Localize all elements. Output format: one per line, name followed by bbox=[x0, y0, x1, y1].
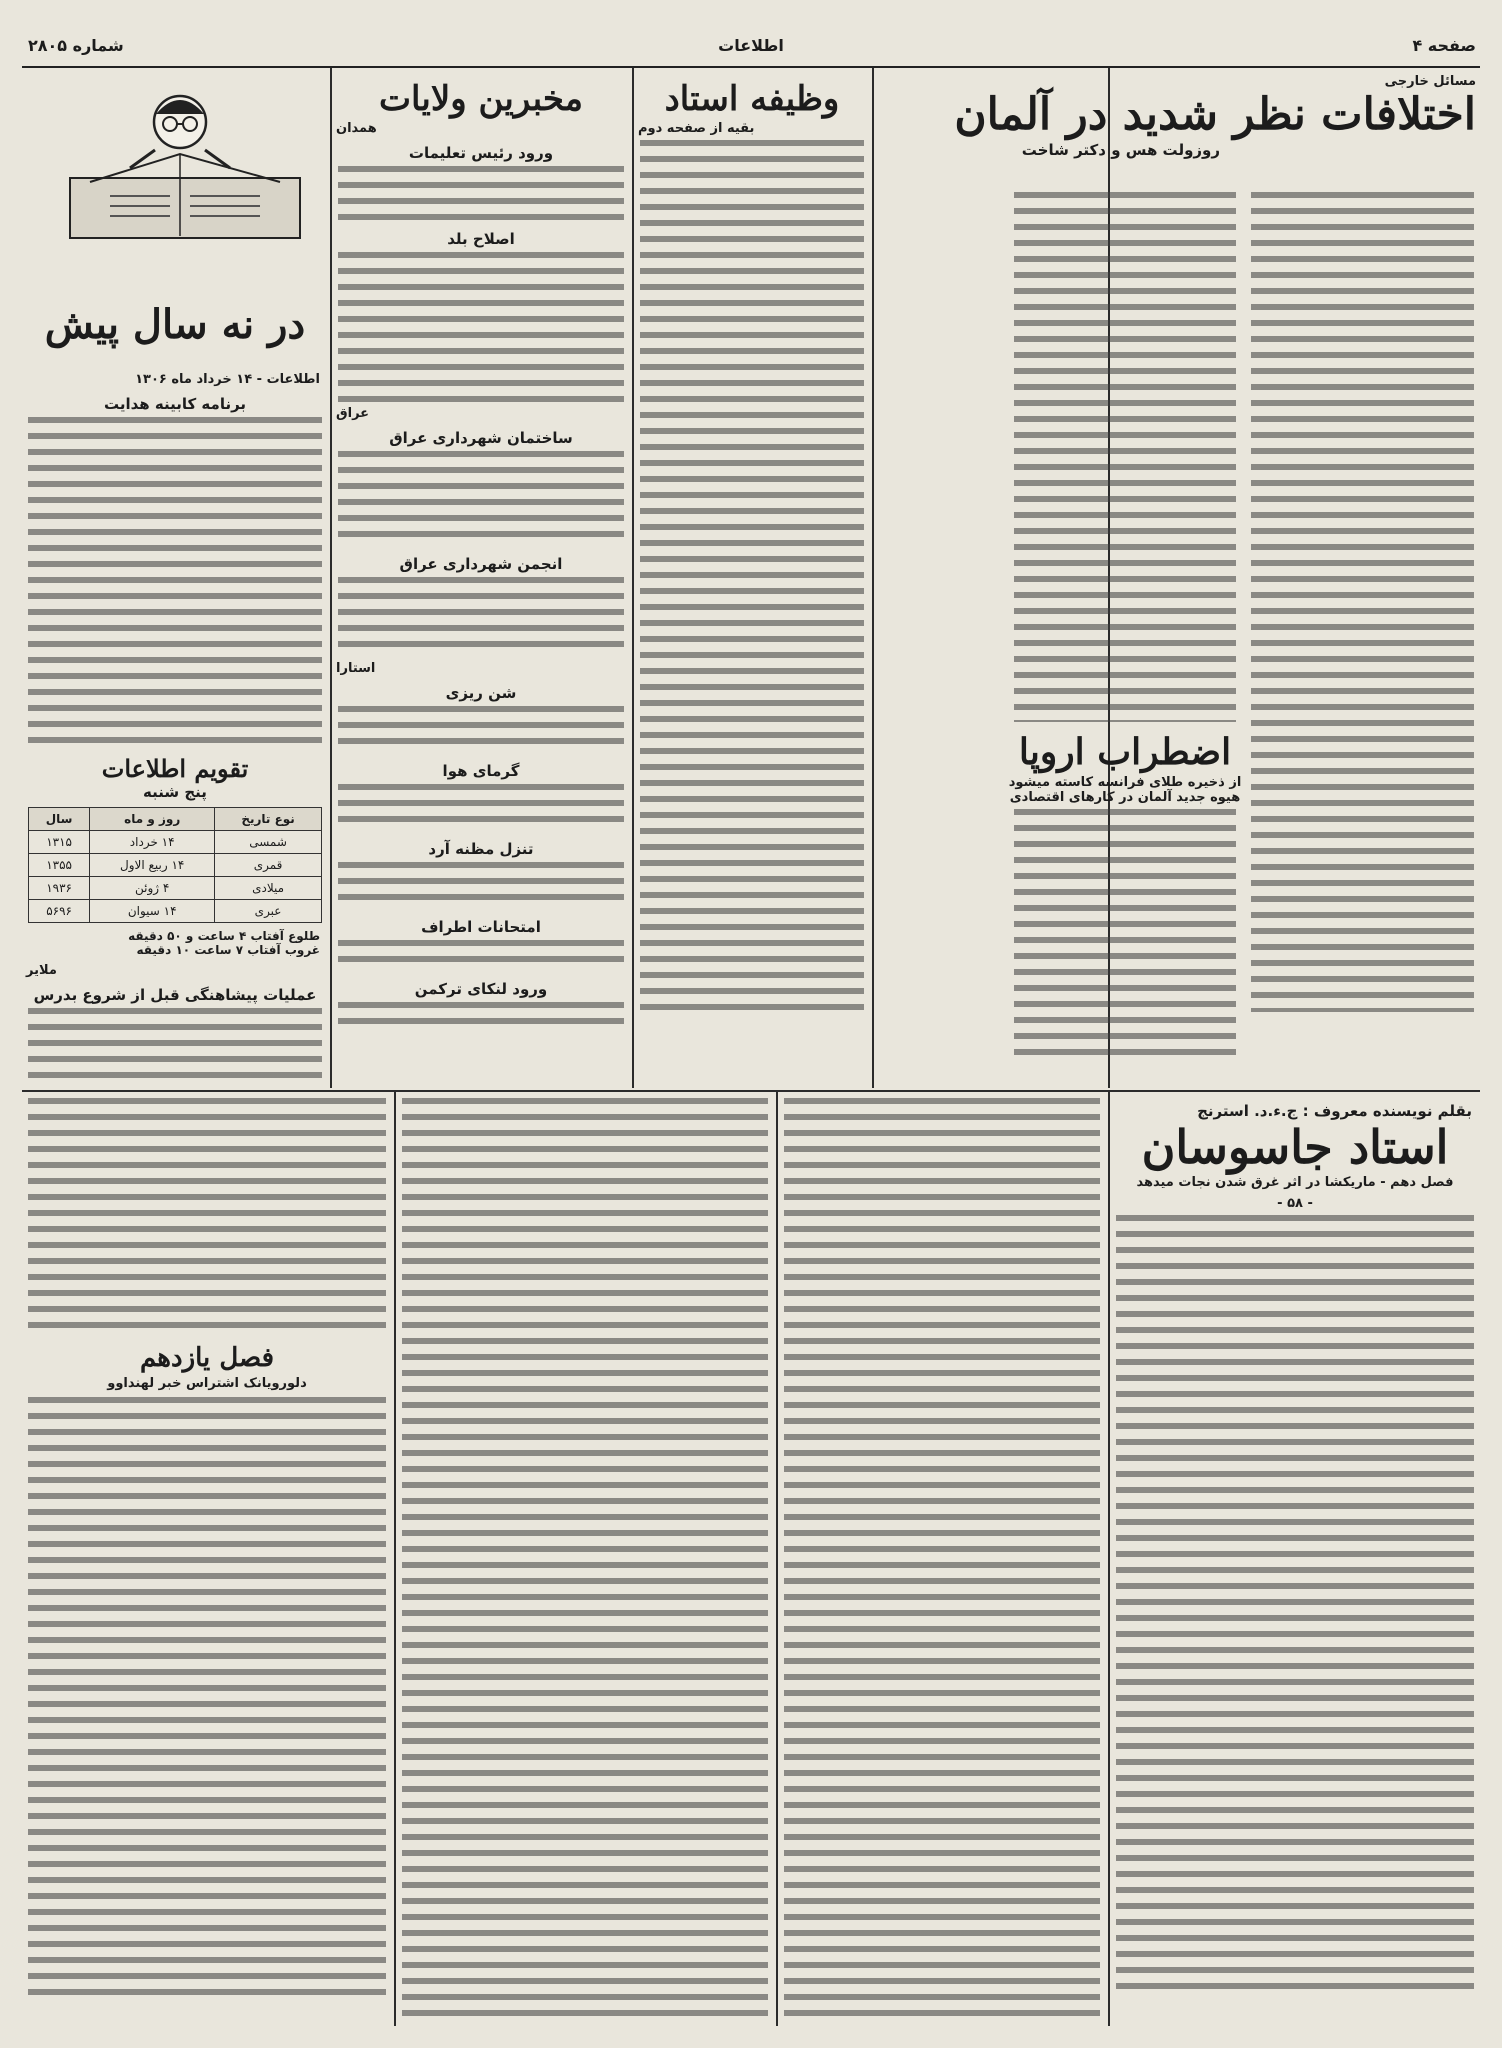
table-cell: ۱۹۳۶ bbox=[29, 876, 90, 899]
subhead-cabinet-program: برنامه کابینه هدایت bbox=[103, 395, 247, 413]
table-cell: ۱۳۵۵ bbox=[29, 853, 90, 876]
nine-years-section bbox=[22, 70, 328, 1088]
sunrise-time: طلوع آفتاب ۴ ساعت و ۵۰ دقیقه bbox=[128, 928, 320, 943]
series-label: بقیه از صفحه دوم bbox=[638, 121, 755, 137]
table-cell: ۵۶۹۶ bbox=[29, 899, 90, 922]
article-column-1 bbox=[1245, 188, 1480, 1048]
byline: بقلم نویسنده معروف : ج.ء.د. استرنج bbox=[1197, 1102, 1472, 1120]
sunset-time: غروب آفتاب ۷ ساعت ۱۰ دقیقه bbox=[136, 942, 320, 957]
region-label-malayer: ملایر bbox=[26, 962, 57, 978]
subhead-scouting: عملیات پیشاهنگی قبل از شروع بدرس bbox=[33, 985, 317, 1004]
man-reading-illustration-icon bbox=[30, 70, 328, 250]
subhead-flour-price: تنزل مظنه آرد bbox=[428, 840, 534, 859]
city-label-araq: عراق bbox=[336, 406, 370, 422]
article-text bbox=[28, 1098, 386, 1338]
article-text bbox=[1251, 192, 1474, 1012]
paper-name: اطلاعات bbox=[718, 36, 784, 55]
headline-germany: اختلافات نظر شدید در آلمان bbox=[954, 89, 1476, 140]
page-header bbox=[22, 36, 1480, 68]
table-cell: میلادی bbox=[215, 876, 322, 899]
article-text bbox=[338, 166, 624, 222]
subhead-turkmen: ورود لنکای ترکمن bbox=[414, 980, 548, 999]
article-text bbox=[1014, 192, 1236, 722]
article-text bbox=[784, 1098, 1100, 2018]
table-cell: ۱۴ سیوان bbox=[90, 899, 215, 922]
subhead-europe-1: از ذخیره طلای فرانسه کاسته میشود bbox=[1008, 775, 1242, 791]
subhead-heat: گرمای هوا bbox=[442, 762, 520, 781]
article-text bbox=[28, 1008, 322, 1088]
table-cell: ۱۴ خرداد bbox=[90, 830, 215, 853]
article-text bbox=[1014, 809, 1236, 1059]
table-row bbox=[29, 853, 322, 876]
subhead-germany: روزولت هس و دکتر شاخت bbox=[1021, 141, 1220, 160]
serial-column-4 bbox=[22, 1094, 392, 2024]
table-cell: ۴ ژوئن bbox=[90, 876, 215, 899]
subhead-europe-2: هیوه جدید آلمان در کارهای اقتصادی bbox=[1009, 790, 1241, 806]
article-text bbox=[640, 140, 864, 1020]
story-title: استاد جاسوسان bbox=[1141, 1120, 1449, 1174]
table-cell: شمسی bbox=[215, 830, 322, 853]
page-number-label: صفحه ۴ bbox=[1412, 36, 1476, 55]
provinces-section bbox=[332, 70, 630, 1088]
city-label-astara: استارا bbox=[336, 661, 376, 677]
subhead-gravel: شن ریزی bbox=[445, 684, 517, 703]
chapter-title: فصل یازدهم bbox=[139, 1343, 275, 1373]
article-text bbox=[338, 451, 624, 547]
calendar-day: پنج شنبه bbox=[143, 782, 207, 801]
city-label-hamedan: همدان bbox=[336, 121, 377, 137]
table-cell: قمری bbox=[215, 853, 322, 876]
story-subtitle: فصل دهم - ماریکشا در اثر غرق شدن نجات میدهد bbox=[1136, 1174, 1454, 1190]
table-cell: عبری bbox=[215, 899, 322, 922]
newspaper-page bbox=[22, 22, 1480, 2026]
table-row bbox=[29, 899, 322, 922]
table-row bbox=[29, 830, 322, 853]
article-text bbox=[338, 940, 624, 972]
subhead-city-reform: اصلاح بلد bbox=[447, 230, 515, 249]
subhead-municipal-building: ساختمان شهرداری عراق bbox=[389, 429, 573, 448]
dateline: اطلاعات - ۱۴ خرداد ماه ۱۳۰۶ bbox=[135, 372, 320, 387]
chapter-subtitle: دلورویانک اشتراس خبر لهنداوو bbox=[107, 1375, 307, 1391]
article-text bbox=[338, 862, 624, 910]
section-rule bbox=[22, 1090, 1480, 1092]
story-number: - ۵۸ - bbox=[1277, 1195, 1313, 1211]
europe-article bbox=[1008, 732, 1242, 1082]
table-row bbox=[29, 876, 322, 899]
article-column-2 bbox=[1008, 188, 1242, 728]
calendar-title: تقویم اطلاعات bbox=[101, 754, 249, 783]
issue-number-label: شماره ۲۸۰۵ bbox=[28, 36, 124, 55]
serial-column-3 bbox=[396, 1094, 774, 2024]
teacher-duty-section bbox=[634, 70, 870, 1088]
article-text bbox=[1116, 1215, 1474, 1995]
section-kicker: مسائل خارجی bbox=[1384, 74, 1476, 89]
subhead-exams: امتحانات اطراف bbox=[421, 918, 541, 937]
subhead-municipal-council: انجمن شهرداری عراق bbox=[399, 555, 563, 574]
article-text bbox=[338, 706, 624, 754]
article-text bbox=[338, 1002, 624, 1026]
table-header: سال bbox=[29, 807, 90, 830]
subhead-education-chief: ورود رئیس تعلیمات bbox=[408, 144, 554, 163]
serial-story-section bbox=[1110, 1094, 1480, 2024]
table-cell: ۱۳۱۵ bbox=[29, 830, 90, 853]
headline-europe: اضطراب اروپا bbox=[1018, 731, 1232, 773]
headline-provinces: مخبرین ولایات bbox=[379, 79, 583, 119]
headline-teacher-duty: وظیفه استاد bbox=[664, 79, 840, 119]
table-header: روز و ماه bbox=[90, 807, 215, 830]
article-text bbox=[338, 784, 624, 832]
article-text bbox=[402, 1098, 768, 2018]
article-text bbox=[28, 417, 322, 747]
article-text bbox=[338, 252, 624, 402]
article-text bbox=[338, 577, 624, 657]
headline-nine-years: در نه سال پیش bbox=[44, 301, 306, 348]
table-header: نوع تاریخ bbox=[215, 807, 322, 830]
table-cell: ۱۴ ربیع الاول bbox=[90, 853, 215, 876]
article-text bbox=[28, 1397, 386, 1997]
calendar-table bbox=[28, 807, 322, 923]
nine-years-body bbox=[22, 370, 328, 1088]
serial-column-2 bbox=[778, 1094, 1106, 2024]
table-header-row bbox=[29, 807, 322, 830]
